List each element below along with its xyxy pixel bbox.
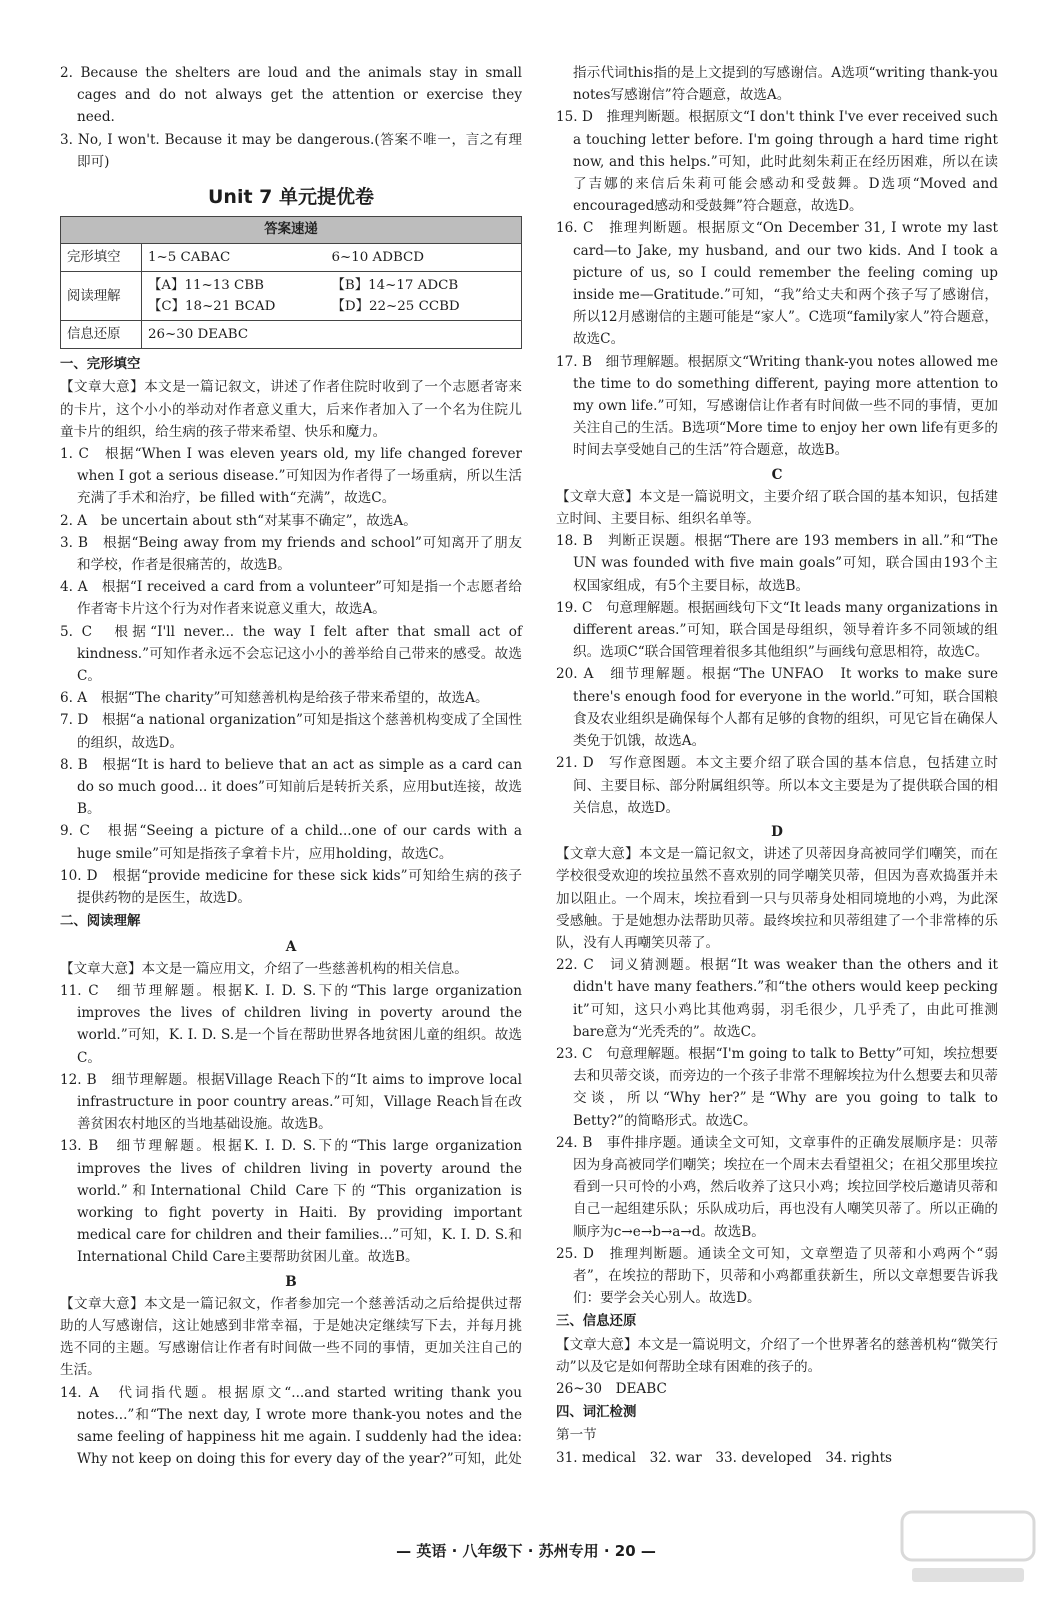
watermark-frame — [902, 1512, 1034, 1560]
prev-item-2: 2. Because the shelters are loud and the animals stay in small cages and do not always get the attention or exercise they need. — [60, 65, 522, 126]
item-4: 4. A 根据“I received a card from a volunteer”可知是指一个志愿者给作者寄卡片这个行为对作者来说意义重大，故选A。 — [60, 579, 522, 618]
passage-intro-b: 【文章大意】本文是一篇记叙文，作者参加完一个慈善活动之后给提供过帮助的人写感谢信，这让她感到非常幸福，于是她决定继续写下去，并每月挑选不同的主题。写感谢信让作者有时间做一些不同的事情，更加关注自己的生活。 — [60, 1295, 522, 1379]
item-3: 3. B 根据“Being away from my friends and school”可知离开了朋友和学校，作者是很痛苦的，故选B。 — [60, 534, 522, 574]
item-19: 19. C 句意理解题。根据画线句下文“It leads many organizations in different areas.”可知，联合国是母组织，领导着许多不同领域的组织。选项C“联合国管理着很多其他组织”与画线句意思相符，故选C。 — [556, 599, 999, 661]
section-heading-vocab: 四、词汇检测 — [556, 1405, 637, 1421]
vocab-part-one: 第一节 — [556, 1427, 597, 1444]
section-intro-info: 【文章大意】本文是一篇说明文，介绍了一个世界著名的慈善机构“微笑行动”以及它是如何帮助全球有困难的孩子的。 — [556, 1336, 998, 1375]
passage-intro-c: 【文章大意】本文是一篇说明文，主要介绍了联合国的基本知识，包括建立时间、主要目标、组织名单等。 — [556, 488, 998, 528]
section-heading-info: 三、信息还原 — [556, 1314, 637, 1330]
item-21: 21. D 写作意图题。本文主要介绍了联合国的基本信息，包括建立时间、主要目标、部分附属组织等。所以本文主要是为了提供联合国的相关信息，故选D。 — [556, 755, 998, 816]
answers-reading-a: 【A】11~13 CBB — [148, 278, 264, 294]
item-13: 13. B 细节理解题。根据K. I. D. S.下的“This large organization improves the lives of children living in poverty around the world.”和International Child Care下的“This organization is working to fight poverty in Haiti. By providing important medical care for children and their families...”可知，K. I. D. S.和International Child Care主要帮助贫困儿童。故选B。 — [60, 1138, 522, 1266]
page-footer: — 英语 · 八年级下 · 苏州专用 · 20 — — [396, 1542, 656, 1560]
passage-label-d: D — [771, 823, 783, 840]
item-14-continued: 指示代词this指的是上文提到的写感谢信。A选项“writing thank-you notes写感谢信”符合题意，故选A。 — [573, 65, 998, 104]
row-label-info: 信息还原 — [61, 321, 142, 349]
answers-31-34: 31. medical 32. war 33. developed 34. rights — [556, 1449, 893, 1466]
answers-reading-d: 【D】22~25 CCBD — [331, 299, 460, 315]
section-intro-cloze: 【文章大意】本文是一篇记叙文，讲述了作者住院时收到了一个志愿者寄来的卡片，这个小小的举动对作者意义重大，后来作者加入了一个名为住院儿童卡片的组织，给生病的孩子带来希望、快乐和魔力。 — [60, 379, 522, 440]
passage-label-c: C — [771, 466, 783, 483]
item-10: 10. D 根据“provide medicine for these sick kids”可知给生病的孩子提供药物的是医生，故选D。 — [60, 867, 522, 907]
answers-cloze-2: 6~10 ADBCD — [331, 250, 425, 266]
unit-title: Unit 7 单元提优卷 — [208, 186, 374, 209]
item-1: 1. C 根据“When I was eleven years old, my life changed forever when I got a serious disease.”可知因为作者得了一场重病，所以生活充满了手术和治疗，be filled with“充满”，故选C。 — [60, 446, 522, 507]
item-12: 12. B 细节理解题。根据Village Reach下的“It aims to improve local infrastructure in poor country areas.”可知，Village Reach旨在改善贫困农村地区的当地基础设施。故选B。 — [60, 1071, 522, 1133]
watermark-logo — [898, 1508, 1038, 1590]
row-label-cloze: 完形填空 — [61, 244, 142, 272]
item-24: 24. B 事件排序题。通读全文可知，文章事件的正确发展顺序是：贝蒂因为身高被同学们嘲笑；埃拉在一个周末去看望祖父；在祖父那里埃拉看到一只可怜的小鸡，然后收养了这只小鸡；埃拉回学校后邀请贝蒂和自己一起组建乐队；乐队成功后，再也没有人嘲笑贝蒂了。所以正确的顺序为c→e→b→a→d。故选B。 — [556, 1134, 998, 1240]
passage-intro-a: 【文章大意】本文是一篇应用文，介绍了一些慈善机构的相关信息。 — [60, 960, 468, 977]
passage-label-b: B — [285, 1273, 297, 1290]
answers-cloze-1: 1~5 CABAC — [148, 250, 231, 266]
answers-reading-b: 【B】14~17 ADCB — [331, 278, 459, 294]
item-6: 6. A 根据“The charity”可知慈善机构是给孩子带来希望的，故选A。 — [60, 690, 489, 707]
row-reading — [142, 272, 522, 321]
item-22: 22. C 词义猜测题。根据“It was weaker than the others and it didn't have many feathers.”和“the others would keep pecking it”可知，这只小鸡比其他鸡弱，羽毛很少，几乎秃了，由此可推测bare意为“光秃秃的”。故选C。 — [556, 957, 998, 1040]
section-heading-reading: 二、阅读理解 — [60, 914, 141, 930]
item-18: 18. B 判断正误题。根据“There are 193 members in all.”和“The UN was founded with five main goals”可知，联合国由193个主权国家组成，有5个主要目标，故选B。 — [556, 533, 998, 594]
item-8: 8. B 根据“It is hard to believe that an act as simple as a card can do so much good... it does”可知前后是转折关系，应用but连接，故选B。 — [60, 756, 522, 818]
item-17: 17. B 细节理解题。根据原文“Writing thank-you notes allowed me the time to do something different, paying more attention to my own life.”可知，写感谢信让作者有时间做一些不同的事情，更加关注自己的生活。B选项“More time to enjoy her own life有更多的时间去享受她自己的生活”符合题意，故选B。 — [556, 353, 998, 459]
row-cloze — [142, 244, 522, 272]
item-2: 2. A be uncertain about sth“对某事不确定”，故选A。 — [60, 512, 417, 529]
left-column — [60, 62, 522, 1470]
item-23: 23. C 句意理解题。根据“I'm going to talk to Betty”可知，埃拉想要去和贝蒂交谈，而旁边的一个孩子非常不理解埃拉为什么想要去和贝蒂交谈，所以“Why her?”是“Why are you going to talk to Betty?”的简略形式。故选C。 — [556, 1045, 998, 1129]
answers-reading-c: 【C】18~21 BCAD — [148, 299, 276, 315]
answers-info: 26~30 DEABC — [142, 321, 522, 349]
item-15: 15. D 推理判断题。根据原文“I don't think I've ever received such a touching letter before. I'm going through a hard time right now, and this helps.”可知，此时此刻朱莉正在经历困难，所以在读了吉娜的来信后朱莉可能会感动和受鼓舞。D选项“Moved and encouraged感动和受鼓舞”符合题意，故选D。 — [556, 109, 998, 215]
item-25: 25. D 推理判断题。通读全文可知，文章塑造了贝蒂和小鸡两个“弱者”，在埃拉的帮助下，贝蒂和小鸡都重获新生，所以文章想要告诉我们：要学会关心别人。故选D。 — [556, 1245, 998, 1307]
prev-item-3: 3. No, I won't. Because it may be dangerous.(答案不唯一，言之有理即可) — [60, 131, 522, 170]
watermark-bar — [912, 1568, 1024, 1582]
answer-table-header: 答案速递 — [61, 217, 522, 244]
passage-label-a: A — [285, 938, 297, 955]
passage-intro-d: 【文章大意】本文是一篇记叙文，讲述了贝蒂因身高被同学们嘲笑，而在学校很受欢迎的埃拉虽然不喜欢别的同学嘲笑贝蒂，但因为喜欢捣蛋并未加以阻止。一个周末，埃拉看到一只与贝蒂身处相同境地的小鸡，为此深受感触。于是她想办法帮助贝蒂。最终埃拉和贝蒂组建了一个非常棒的乐队，没有人再嘲笑贝蒂了。 — [556, 846, 998, 951]
item-20: 20. A 细节理解题。根据“The UNFAO It works to make sure there's enough food for everyone in the world.”可知，联合国粮食及农业组织是确保每个人都有足够的食物的组织，可见它旨在确保人类免于饥饿，故选A。 — [556, 666, 998, 750]
answers-26-30: 26~30 DEABC — [556, 1380, 667, 1397]
item-7: 7. D 根据“a national organization”可知是指这个慈善机构变成了全国性的组织，故选D。 — [60, 712, 522, 751]
row-label-reading: 阅读理解 — [61, 272, 142, 321]
item-9: 9. C 根据“Seeing a picture of a child...one of our cards with a huge smile”可知是指孩子拿着卡片，应用holding，故选C。 — [60, 823, 522, 862]
right-column — [556, 62, 998, 1469]
item-5: 5. C 根据“I'll never... the way I felt after that small act of kindness.”可知作者永远不会忘记这小小的善举给自己带来的感受。故选C。 — [60, 623, 522, 685]
item-16: 16. C 推理判断题。根据原文“On December 31, I wrote my last card—to Jake, my husband, and our two kids. And I took a picture of us, so I could remember the feeling coming up inside me—Gratitude.”可知，“我”给丈夫和两个孩子写了感谢信，所以12月感谢信的主题可能是“家人”。C选项“family家人”符合题意，故选C。 — [556, 220, 998, 348]
item-14: 14. A 代词指代题。根据原文“...and started writing thank you notes...”和“The next day, I wrote more thank-you notes and the same feeling of happiness hit me again. I suddenly had the idea: Why not keep on doing this for every day of the year?”可知，此处 — [60, 1384, 522, 1468]
section-heading-cloze: 一、完形填空 — [60, 357, 141, 373]
answer-table — [60, 216, 522, 349]
item-11: 11. C 细节理解题。根据K. I. D. S.下的“This large organization improves the lives of children living in poverty around the world.”可知，K. I. D. S.是一个旨在帮助世界各地贫困儿童的组织。故选C。 — [60, 982, 522, 1066]
